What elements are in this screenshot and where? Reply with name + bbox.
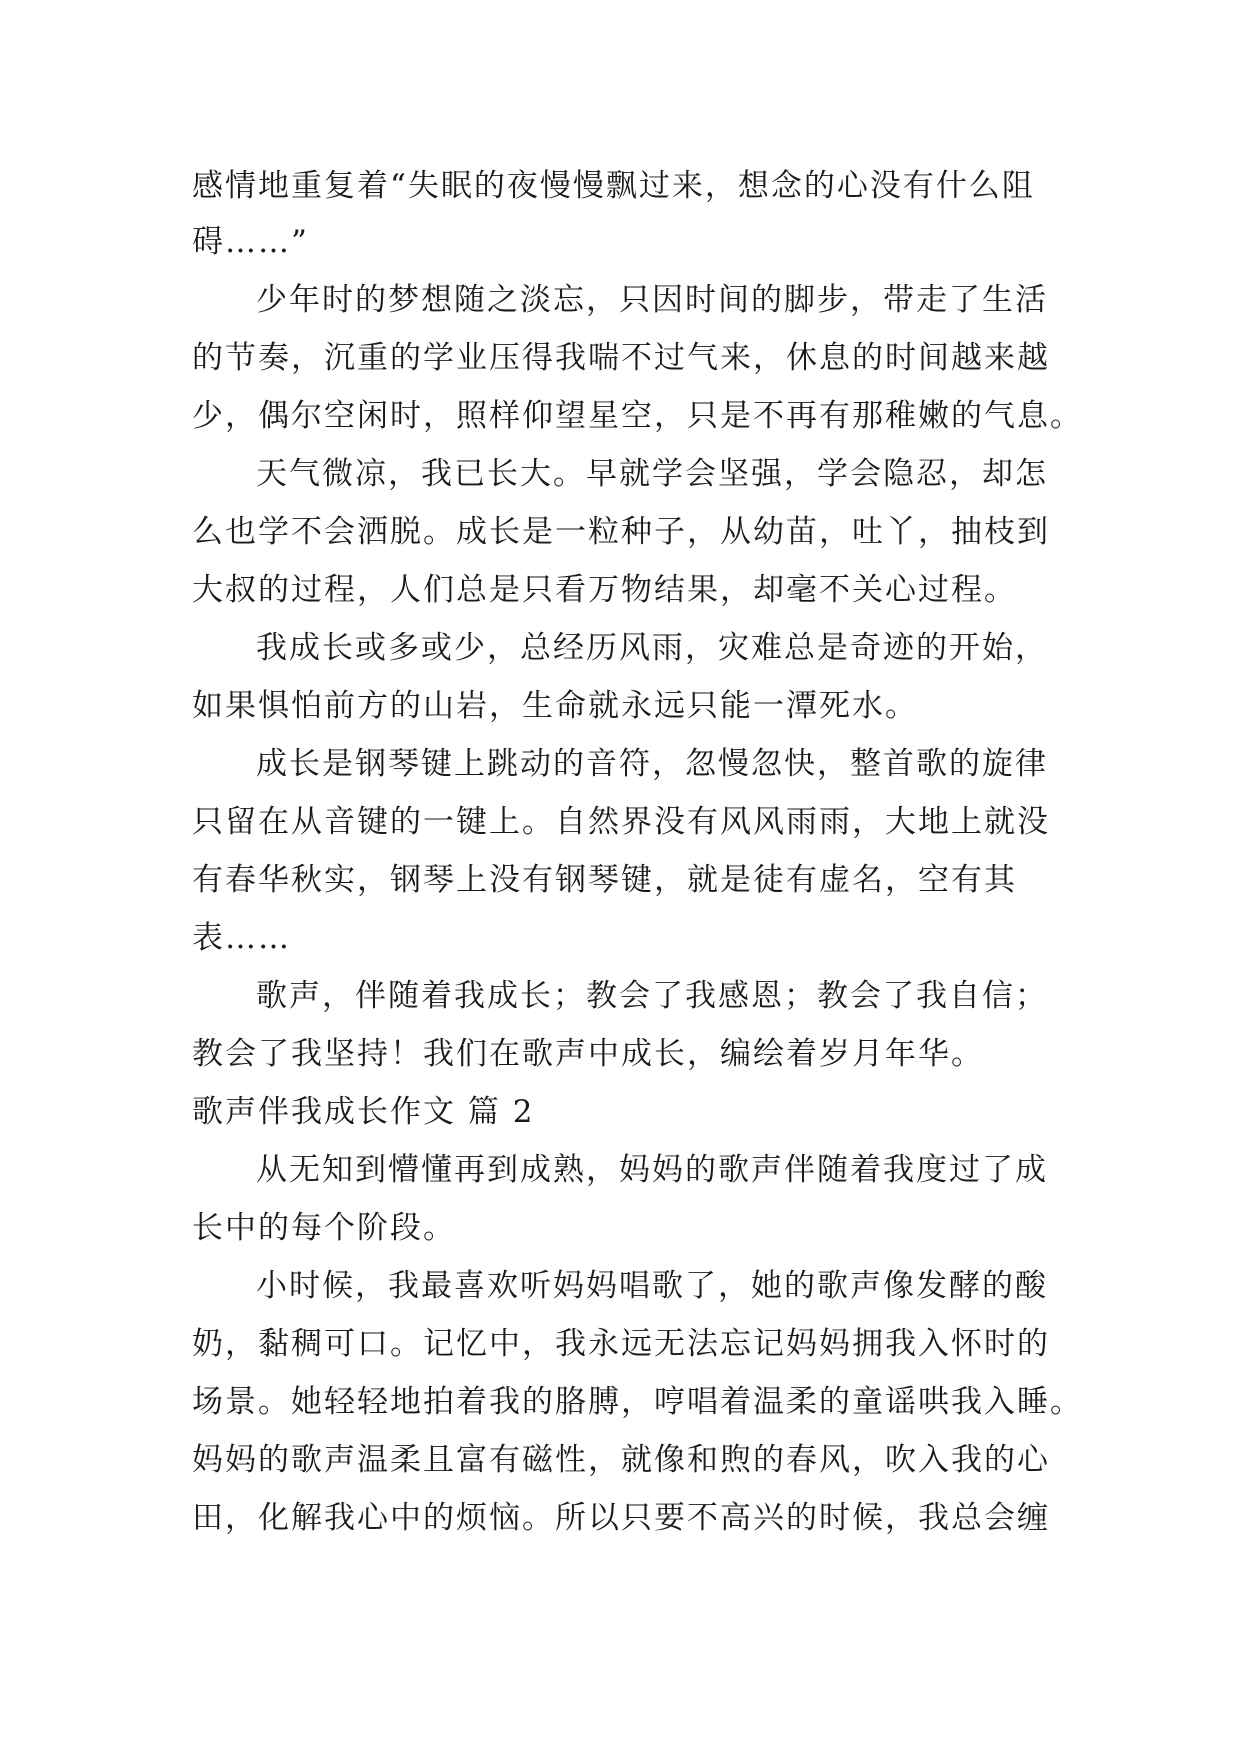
- text-line: 有春华秋实，钢琴上没有钢琴键，就是徒有虚名，空有其: [192, 862, 1017, 898]
- text-line: 碍……”: [192, 224, 309, 260]
- text-line: 教会了我坚持！我们在歌声中成长，编绘着岁月年华。: [192, 1036, 984, 1072]
- text-line: 大叔的过程，人们总是只看万物结果，却毫不关心过程。: [192, 572, 1017, 608]
- text-line: 场景。她轻轻地拍着我的胳膊，哼唱着温柔的童谣哄我入睡。: [192, 1384, 1083, 1420]
- text-line: 表……: [192, 920, 291, 956]
- text-line: 奶，黏稠可口。记忆中，我永远无法忘记妈妈拥我入怀时的: [192, 1326, 1050, 1362]
- text-line: 只留在从音键的一键上。自然界没有风风雨雨，大地上就没: [192, 804, 1050, 840]
- text-line: 少，偶尔空闲时，照样仰望星空，只是不再有那稚嫩的气息。: [192, 398, 1083, 434]
- paragraph-start: 我成长或多或少，总经历风雨，灾难总是奇迹的开始，: [256, 630, 1048, 666]
- paragraph-start: 天气微凉，我已长大。早就学会坚强，学会隐忍，却怎: [256, 456, 1048, 492]
- text-line: 如果惧怕前方的山岩，生命就永远只能一潭死水。: [192, 688, 918, 724]
- paragraph-start: 少年时的梦想随之淡忘，只因时间的脚步，带走了生活: [256, 282, 1048, 318]
- text-line: 长中的每个阶段。: [192, 1210, 456, 1246]
- paragraph-start: 小时候，我最喜欢听妈妈唱歌了，她的歌声像发酵的酸: [256, 1268, 1048, 1304]
- text-line: 的节奏，沉重的学业压得我喘不过气来，休息的时间越来越: [192, 340, 1050, 376]
- paragraph-start: 歌声，伴随着我成长；教会了我感恩；教会了我自信；: [256, 978, 1048, 1014]
- text-line: 么也学不会洒脱。成长是一粒种子，从幼苗，吐丫，抽枝到: [192, 514, 1050, 550]
- text-line: 妈妈的歌声温柔且富有磁性，就像和煦的春风，吹入我的心: [192, 1442, 1050, 1478]
- paragraph-start: 从无知到懵懂再到成熟，妈妈的歌声伴随着我度过了成: [256, 1152, 1048, 1188]
- section-heading: 歌声伴我成长作文 篇 2: [192, 1094, 535, 1130]
- text-line: 感情地重复着“失眠的夜慢慢飘过来，想念的心没有什么阻: [192, 168, 1035, 204]
- text-line: 田，化解我心中的烦恼。所以只要不高兴的时候，我总会缠: [192, 1500, 1050, 1536]
- paragraph-start: 成长是钢琴键上跳动的音符，忽慢忽快，整首歌的旋律: [256, 746, 1048, 782]
